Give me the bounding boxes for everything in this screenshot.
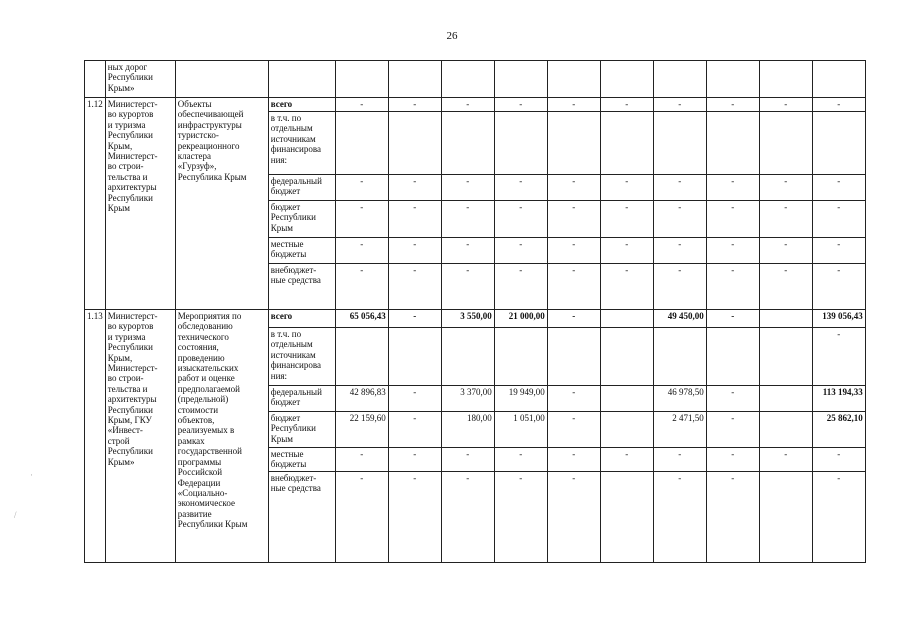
value-cell: 113 194,33 — [812, 386, 865, 412]
value-cell: - — [653, 448, 706, 472]
value-cell: - — [335, 264, 388, 310]
value-cell: 3 550,00 — [441, 310, 494, 328]
value-cell: - — [812, 448, 865, 472]
source-label: местные бюджеты — [268, 238, 335, 264]
value-cell: - — [706, 264, 759, 310]
value-cell: - — [441, 238, 494, 264]
source-label: внебюджет- ные средства — [268, 472, 335, 563]
row-index: 1.12 — [85, 98, 106, 310]
value-cell — [759, 386, 812, 412]
value-cell — [547, 112, 600, 175]
value-cell — [759, 112, 812, 175]
value-cell — [759, 472, 812, 563]
row-1-13-total — [85, 310, 866, 328]
financing-table — [84, 60, 866, 563]
value-cell: - — [388, 264, 441, 310]
value-cell: 2 471,50 — [653, 412, 706, 448]
value-cell: - — [547, 175, 600, 201]
value-cell: 22 159,60 — [335, 412, 388, 448]
source-label: федеральный бюджет — [268, 386, 335, 412]
value-cell: - — [653, 264, 706, 310]
value-cell: 42 896,83 — [335, 386, 388, 412]
value-cell: 1 051,00 — [494, 412, 547, 448]
source-label: местные бюджеты — [268, 448, 335, 472]
source-label: в т.ч. по отдельным источникам финансирова ния: — [268, 112, 335, 175]
scan-mark: / — [14, 510, 17, 520]
value-cell: - — [812, 175, 865, 201]
value-cell: - — [388, 412, 441, 448]
value-cell: - — [653, 175, 706, 201]
value-cell: - — [759, 201, 812, 238]
value-cell — [812, 112, 865, 175]
value-cell: - — [706, 448, 759, 472]
value-cell: - — [494, 201, 547, 238]
cont-source-cell — [268, 61, 335, 98]
source-label: всего — [268, 98, 335, 112]
value-cell: - — [388, 238, 441, 264]
value-cell: - — [547, 264, 600, 310]
value-cell: - — [653, 238, 706, 264]
value-cell: - — [494, 98, 547, 112]
value-cell: - — [706, 472, 759, 563]
value-cell: - — [388, 98, 441, 112]
value-cell: - — [547, 386, 600, 412]
value-cell: - — [441, 201, 494, 238]
value-cell: - — [600, 98, 653, 112]
value-cell: - — [335, 201, 388, 238]
cont-val-cell — [653, 61, 706, 98]
value-cell: - — [441, 472, 494, 563]
value-cell: - — [335, 448, 388, 472]
row-object: Мероприятия по обследованию технического состояния, проведению изыскательских работ и оценке предполагаемой (предельной) стоимости объектов, реализуемых в рамках государственной программы Российской Федерации «Социально- экономическое развитие Республики Крым — [175, 310, 268, 563]
value-cell: 3 370,00 — [441, 386, 494, 412]
cont-index-cell — [85, 61, 106, 98]
cont-val-cell — [494, 61, 547, 98]
value-cell: - — [388, 472, 441, 563]
value-cell — [600, 472, 653, 563]
value-cell — [653, 328, 706, 386]
value-cell: - — [706, 310, 759, 328]
value-cell: - — [812, 98, 865, 112]
value-cell: - — [388, 201, 441, 238]
value-cell: - — [547, 448, 600, 472]
value-cell — [706, 112, 759, 175]
value-cell — [759, 412, 812, 448]
value-cell: - — [706, 175, 759, 201]
value-cell: - — [441, 448, 494, 472]
value-cell — [547, 328, 600, 386]
value-cell: - — [388, 175, 441, 201]
value-cell — [600, 386, 653, 412]
value-cell: - — [441, 175, 494, 201]
value-cell: - — [759, 264, 812, 310]
value-cell: - — [812, 264, 865, 310]
source-label: бюджет Республики Крым — [268, 412, 335, 448]
value-cell: 65 056,43 — [335, 310, 388, 328]
value-cell: - — [759, 448, 812, 472]
cont-val-cell — [547, 61, 600, 98]
value-cell: - — [653, 201, 706, 238]
value-cell: 49 450,00 — [653, 310, 706, 328]
value-cell: - — [600, 175, 653, 201]
value-cell: - — [441, 98, 494, 112]
value-cell: - — [494, 238, 547, 264]
value-cell — [759, 310, 812, 328]
value-cell — [335, 328, 388, 386]
value-cell — [600, 310, 653, 328]
value-cell: - — [653, 472, 706, 563]
value-cell: - — [547, 201, 600, 238]
value-cell — [600, 328, 653, 386]
value-cell: - — [388, 386, 441, 412]
source-label: всего — [268, 310, 335, 328]
value-cell: - — [600, 448, 653, 472]
value-cell: - — [706, 238, 759, 264]
value-cell — [706, 328, 759, 386]
value-cell: - — [812, 201, 865, 238]
cont-val-cell — [388, 61, 441, 98]
value-cell: - — [706, 412, 759, 448]
value-cell: - — [653, 98, 706, 112]
value-cell: - — [812, 238, 865, 264]
value-cell — [441, 112, 494, 175]
value-cell: - — [335, 175, 388, 201]
row-organization: Министерст- во курортов и туризма Республики Крым, Министерст- во строи- тельства и архитектуры Республики Крым — [105, 98, 175, 310]
source-label: в т.ч. по отдельным источникам финансирова ния: — [268, 328, 335, 386]
value-cell: - — [759, 175, 812, 201]
value-cell — [388, 112, 441, 175]
value-cell: - — [494, 175, 547, 201]
cont-val-cell — [759, 61, 812, 98]
value-cell: - — [335, 98, 388, 112]
value-cell: - — [335, 472, 388, 563]
continuation-row — [85, 61, 866, 98]
page-number: 26 — [446, 30, 458, 42]
value-cell: 21 000,00 — [494, 310, 547, 328]
value-cell: - — [547, 238, 600, 264]
value-cell — [494, 112, 547, 175]
value-cell: - — [547, 472, 600, 563]
value-cell: - — [759, 238, 812, 264]
cont-val-cell — [706, 61, 759, 98]
source-label: федеральный бюджет — [268, 175, 335, 201]
value-cell: - — [547, 310, 600, 328]
value-cell: - — [812, 328, 865, 386]
row-object: Объекты обеспечивающей инфраструктуры туристско- рекреационного кластера «Гурзуф», Республика Крым — [175, 98, 268, 310]
value-cell: 46 978,50 — [653, 386, 706, 412]
cont-object-cell — [175, 61, 268, 98]
value-cell: - — [388, 310, 441, 328]
value-cell: - — [759, 98, 812, 112]
value-cell: - — [441, 264, 494, 310]
value-cell: - — [706, 98, 759, 112]
cont-org-cell: ных дорог Республики Крым» — [105, 61, 175, 98]
value-cell: - — [706, 201, 759, 238]
value-cell — [600, 412, 653, 448]
value-cell: - — [706, 386, 759, 412]
value-cell — [441, 328, 494, 386]
row-organization: Министерст- во курортов и туризма Республики Крым, Министерст- во строи- тельства и архитектуры Республики Крым, ГКУ «Инвест- строй Республики Крым» — [105, 310, 175, 563]
cont-val-cell — [441, 61, 494, 98]
cont-val-cell — [600, 61, 653, 98]
value-cell: - — [388, 448, 441, 472]
value-cell: - — [600, 238, 653, 264]
value-cell: 180,00 — [441, 412, 494, 448]
scan-mark: · — [30, 470, 33, 480]
value-cell — [335, 112, 388, 175]
value-cell — [494, 328, 547, 386]
value-cell — [388, 328, 441, 386]
value-cell: - — [335, 238, 388, 264]
source-label: бюджет Республики Крым — [268, 201, 335, 238]
cont-val-cell — [335, 61, 388, 98]
value-cell: - — [600, 201, 653, 238]
row-1-12-total — [85, 98, 866, 112]
value-cell: - — [547, 98, 600, 112]
value-cell: 139 056,43 — [812, 310, 865, 328]
value-cell: - — [494, 264, 547, 310]
row-index: 1.13 — [85, 310, 106, 563]
value-cell: - — [494, 472, 547, 563]
source-label: внебюджет- ные средства — [268, 264, 335, 310]
value-cell — [600, 112, 653, 175]
value-cell: 25 862,10 — [812, 412, 865, 448]
value-cell: 19 949,00 — [494, 386, 547, 412]
value-cell — [653, 112, 706, 175]
value-cell: - — [494, 448, 547, 472]
value-cell — [759, 328, 812, 386]
value-cell: - — [547, 412, 600, 448]
value-cell: - — [812, 472, 865, 563]
value-cell: - — [600, 264, 653, 310]
cont-val-cell — [812, 61, 865, 98]
